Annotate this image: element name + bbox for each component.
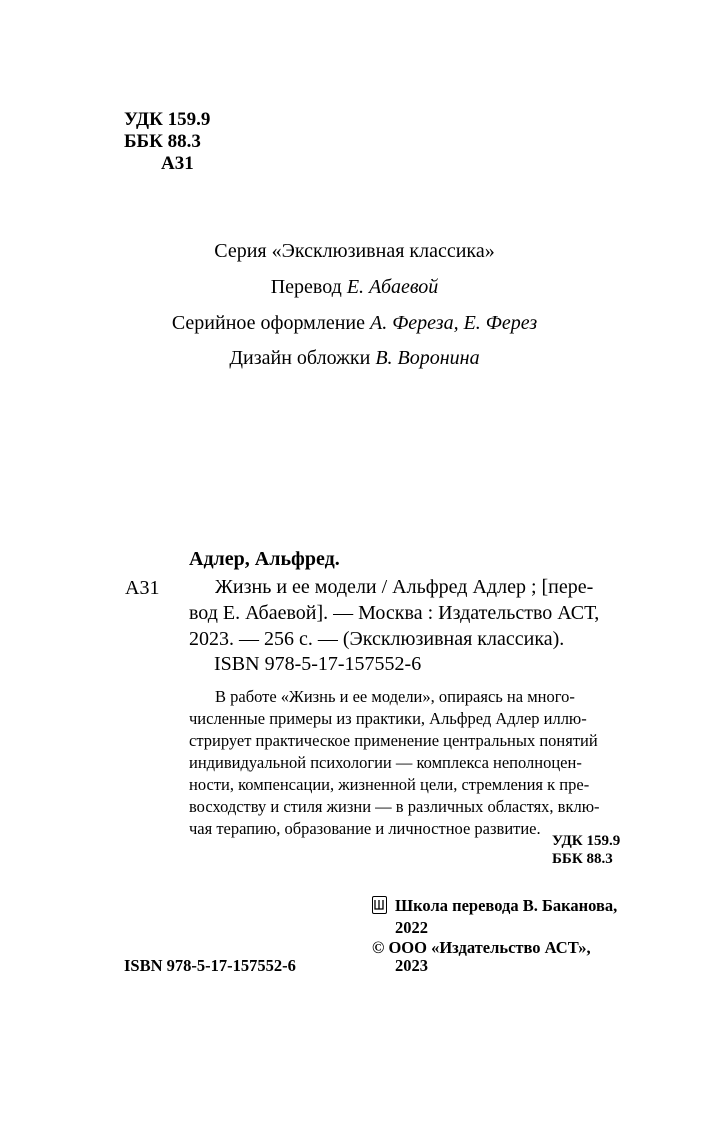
- abstract-line: восходству и стиля жизни — в различных областях, вклю-: [189, 797, 600, 816]
- translator-name: Е. Абаевой: [346, 276, 439, 298]
- design-credit: [0, 312, 709, 335]
- card-isbn: ISBN 978-5-17-157552-6: [214, 653, 422, 675]
- school-logo-icon: [372, 896, 387, 914]
- translation-credit: [0, 276, 709, 299]
- abstract: [189, 686, 621, 840]
- udk-code: УДК 159.9: [124, 109, 211, 130]
- cover-label: Дизайн обложки: [229, 347, 376, 369]
- school-year: 2022: [395, 918, 428, 937]
- design-label: Серийное оформление: [171, 312, 370, 334]
- bibliographic-description: [189, 574, 613, 652]
- description-line: Жизнь и ее модели / Альфред Адлер ; [пере-: [215, 576, 594, 598]
- abstract-line: В работе «Жизнь и ее модели», опираясь на много-: [215, 687, 575, 706]
- abstract-line: численные примеры из практики, Альфред Адлер иллю-: [189, 709, 587, 728]
- cover-designer-name: В. Воронина: [375, 347, 480, 369]
- card-index: А31: [125, 577, 160, 599]
- series-name: «Эксклюзивная классика»: [271, 240, 495, 262]
- isbn-bottom: ISBN 978-5-17-157552-6: [124, 956, 296, 975]
- translation-label: Перевод: [270, 276, 347, 298]
- description-line: 2023. — 256 с. — (Эксклюзивная классика).: [189, 628, 565, 650]
- description-line: вод Е. Абаевой]. — Москва : Издательство АСТ,: [189, 602, 600, 624]
- abstract-line: ности, компенсации, жизненной цели, стремления к пре-: [189, 775, 590, 794]
- publisher-copyright: © ООО «Издательство АСТ»,: [372, 938, 591, 957]
- card-udk: УДК 159.9: [552, 833, 621, 849]
- author-heading: Адлер, Альфред.: [189, 548, 340, 570]
- card-bbk: ББК 88.3: [552, 851, 613, 867]
- abstract-line: стрирует практическое применение центральных понятий: [189, 731, 598, 750]
- abstract-line: чая терапию, образование и личностное развитие.: [189, 819, 541, 838]
- publisher-year: 2023: [395, 956, 428, 975]
- designers-names: А. Фереза, Е. Ферез: [369, 312, 538, 334]
- cover-credit: [0, 347, 709, 370]
- author-mark: А31: [161, 153, 194, 174]
- series-credit: [0, 240, 709, 263]
- bbk-code: ББК 88.3: [124, 131, 201, 152]
- school-copyright: Школа перевода В. Баканова,: [395, 896, 618, 915]
- series-label: Серия: [214, 240, 272, 262]
- abstract-line: индивидуальной психологии — комплекса неполноцен-: [189, 753, 582, 772]
